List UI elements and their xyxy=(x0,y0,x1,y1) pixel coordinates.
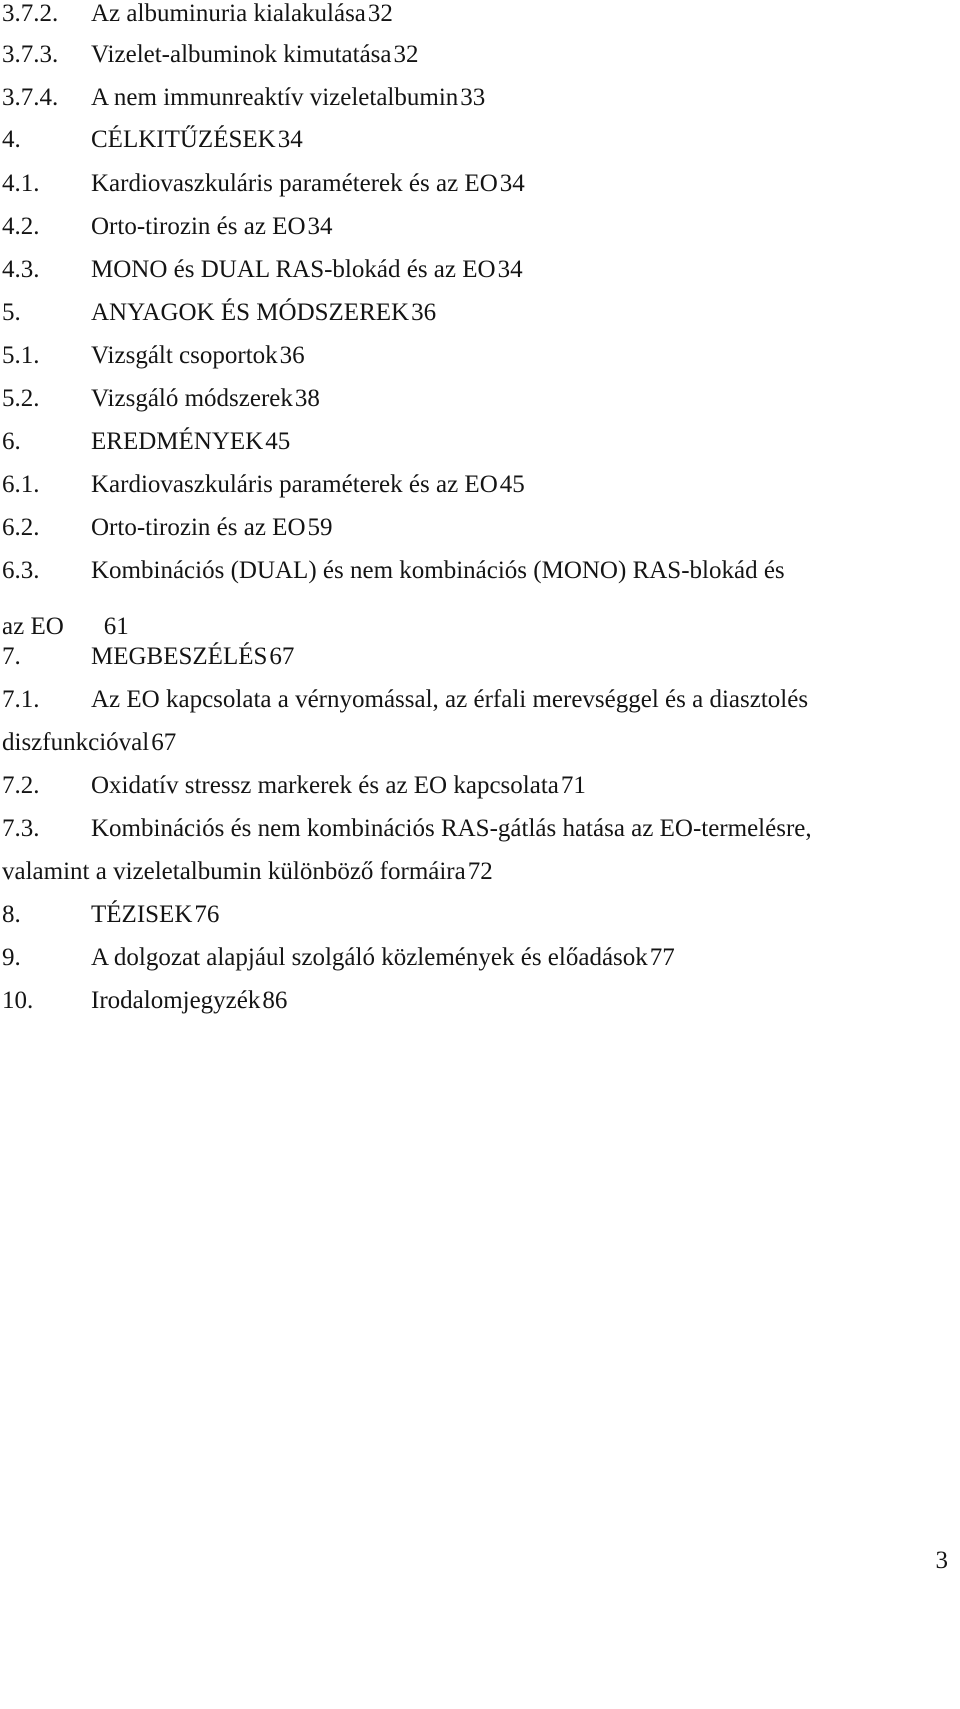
toc-entry-number: 3.7.4. xyxy=(2,84,59,111)
toc-entry-number: 3.7.2. xyxy=(2,0,59,27)
page-number: 3 xyxy=(935,1547,948,1574)
toc-entry-title: Az albuminuria kialakulása xyxy=(91,0,366,27)
toc-entry-title: EREDMÉNYEK xyxy=(91,428,264,455)
toc-entry-page: 34 xyxy=(497,256,523,283)
toc-entry-number: 8. xyxy=(2,901,21,928)
toc-entry-number: 3.7.3. xyxy=(2,41,59,68)
toc-entry-page: 38 xyxy=(294,385,320,412)
toc-entry-title: Orto-tirozin és az EO xyxy=(91,514,306,541)
toc-entry-page: 45 xyxy=(499,471,525,498)
toc-entry-page: 36 xyxy=(411,299,437,326)
toc-entry-number: 4. xyxy=(2,126,21,153)
toc-entry-title: Kombinációs és nem kombinációs RAS-gátlás hatása az EO-termelésre, xyxy=(91,815,812,842)
toc-entry-page: 67 xyxy=(151,729,177,756)
toc-entry-number: 7.1. xyxy=(2,686,40,713)
toc-entry-page: 34 xyxy=(277,126,303,153)
toc-entry-continuation-title: valamint a vizeletalbumin különböző formáira xyxy=(2,858,466,885)
toc-entry-title: Kardiovaszkuláris paraméterek és az EO xyxy=(91,170,498,197)
toc-entry-title: Vizsgáló módszerek xyxy=(91,385,293,412)
toc-entry-page: 33 xyxy=(460,84,486,111)
toc-entry-title: A nem immunreaktív vizeletalbumin xyxy=(91,84,459,111)
toc-entry-number: 6.2. xyxy=(2,514,40,541)
toc-entry-page: 32 xyxy=(367,0,393,27)
toc-entry-page: 71 xyxy=(560,772,586,799)
toc-entry-number: 4.2. xyxy=(2,213,40,240)
toc-entry-number: 4.3. xyxy=(2,256,40,283)
toc-entry-page: 72 xyxy=(467,858,493,885)
toc-entry-page: 77 xyxy=(649,944,675,971)
toc-entry-page: 59 xyxy=(307,514,333,541)
toc-entry-page: 76 xyxy=(194,901,220,928)
toc-entry-title: Kardiovaszkuláris paraméterek és az EO xyxy=(91,471,498,498)
toc-entry-page: 86 xyxy=(262,987,288,1014)
toc-entry-number: 6.3. xyxy=(2,557,40,584)
toc-entry-number: 10. xyxy=(2,987,34,1014)
toc-entry-number: 5. xyxy=(2,299,21,326)
toc-entry-number: 7. xyxy=(2,643,21,670)
toc-entry-page: 34 xyxy=(499,170,525,197)
toc-entry-title: Kombinációs (DUAL) és nem kombinációs (MONO) RAS-blokád és xyxy=(91,557,785,584)
toc-entry-title: Irodalomjegyzék xyxy=(91,987,261,1014)
toc-entry-number: 9. xyxy=(2,944,21,971)
toc-entry-page: 36 xyxy=(279,342,305,369)
toc-entry-page: 67 xyxy=(269,643,295,670)
toc-entry-title: ANYAGOK ÉS MÓDSZEREK xyxy=(91,299,410,326)
toc-entry-page: 61 xyxy=(103,613,129,640)
toc-entry-number: 4.1. xyxy=(2,170,40,197)
toc-entry-title: Orto-tirozin és az EO xyxy=(91,213,306,240)
toc-entry-number: 7.2. xyxy=(2,772,40,799)
toc-entry-number: 6. xyxy=(2,428,21,455)
toc-entry-title: TÉZISEK xyxy=(91,901,193,928)
toc-entry-page: 34 xyxy=(307,213,333,240)
toc-entry-number: 5.1. xyxy=(2,342,40,369)
toc-entry-title: Vizelet-albuminok kimutatása xyxy=(91,41,392,68)
toc-entry-number: 5.2. xyxy=(2,385,40,412)
toc-entry-title: MONO és DUAL RAS-blokád és az EO xyxy=(91,256,496,283)
toc-entry-title: Oxidatív stressz markerek és az EO kapcsolata xyxy=(91,772,559,799)
toc-entry-title: CÉLKITŰZÉSEK xyxy=(91,126,276,153)
toc-entry-number: 7.3. xyxy=(2,815,40,842)
toc-entry-page: 32 xyxy=(393,41,419,68)
toc-entry-continuation-title: az EO xyxy=(2,613,64,640)
toc-entry-title: Vizsgált csoportok xyxy=(91,342,278,369)
toc-entry-title: A dolgozat alapjául szolgáló közlemények és előadások xyxy=(91,944,648,971)
toc-entry-number: 6.1. xyxy=(2,471,40,498)
toc-entry-title: Az EO kapcsolata a vérnyomással, az érfali merevséggel és a diasztolés xyxy=(91,686,809,713)
toc-entry-continuation-title: diszfunkcióval xyxy=(2,729,150,756)
toc-entry-title: MEGBESZÉLÉS xyxy=(91,643,268,670)
toc-entry-page: 45 xyxy=(265,428,291,455)
